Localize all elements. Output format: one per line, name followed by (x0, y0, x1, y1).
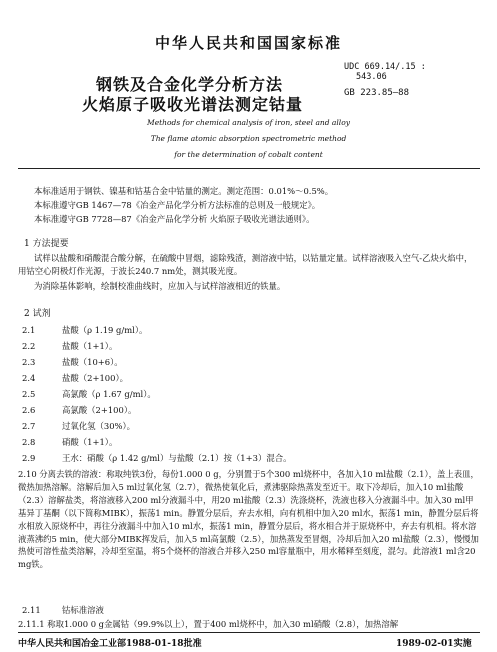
intro-general-rule: 本标准遵守GB 1467—78《冶金产品化学分析方法标准的总则及一般规定》。 (34, 200, 321, 210)
section-2-heading: 2 试剂 (24, 309, 51, 319)
divider-bottom (18, 632, 480, 633)
english-title-line-1: Methods for chemical analysis of iron, steel and alloy (147, 118, 350, 127)
section-1-heading: 1 方法提要 (24, 239, 69, 249)
implementation-date: 1989-02-01实施 (396, 639, 472, 649)
section-1-note: 为消除基体影响，绘制校准曲线时，应加入与试样溶液相近的铁量。 (34, 281, 286, 291)
reagent-item: 2.4 盐酸（2+100）。 (22, 373, 129, 383)
cobalt-standard-procedure: 2.11.1 称取1.000 0 g金属钴（99.9%以上），置于400 ml烧杯中，加入30 ml硝酸（2.8），加热溶解 (18, 619, 399, 629)
english-title-line-2: The flame atomic absorption spectrometric method (150, 134, 347, 143)
title-line-1: 钢铁及合金化学分析方法 (96, 75, 284, 94)
reagent-item: 2.8 硝酸（1+1）。 (22, 437, 118, 447)
reagent-item: 2.2 盐酸（1+1）。 (22, 341, 118, 351)
divider-top (18, 168, 480, 169)
iron-solution-procedure: 2.10 分离去铁的溶液：称取纯铁3份，每份1.000 0 g，分别置于5个300 ml烧杯中，各加入10 ml盐酸（2.1），盖上表皿，微热加热溶解。溶解后加入5 ml过氧化氢（2.7），微热使氧化后，煮沸驱除热蒸发至近干。取下冷却后，加入10 ml盐酸（2.3）溶解盐类，将溶液移入200 ml分液漏斗中，用20 ml盐酸（2.3）洗涤烧杯，洗液也移入分液漏斗中。加入30 ml甲基异丁基酮（以下简称MIBK），振荡1 min。静置分层后，弃去水相，向有机相中加入20 ml水，振荡1 min，静置分层后将水相放入原烧杯中，再往分液漏斗中加入10 ml水，振荡1 min，静置分层后，将水相合并于原烧杯中，弃去有机相。将水溶液蒸沸约5 min，使大部分MIBK挥发后，加入5 ml高氯酸（2.5），加热蒸发至冒烟，冷却后加入20 ml盐酸（2.3），慢慢加热使可溶性盐类溶解，冷却至室温，将5个烧杯的溶液合并移入250 ml容量瓶中，用水稀释至刻度，混匀。此溶液1 ml含20 mg铁。 (18, 469, 479, 570)
udc-number: UDC 669.14/.15 : (344, 62, 426, 72)
udc-number-2: 543.06 (356, 72, 387, 82)
gb-number: GB 223.85—88 (344, 88, 410, 98)
reagent-item: 2.1 盐酸（ρ 1.19 g/ml）。 (22, 325, 148, 335)
section-1-principle: 试样以盐酸和硝酸混合酸分解，在硫酸中冒烟，滤除残渣，测溶液中钴，以钴量定量。试样溶液吸入空气-乙炔火焰中，用钴空心阴极灯作光源，于波长240.7 nm处，测其吸光度。 (18, 253, 473, 276)
reagent-item: 2.9 王水：硝酸（ρ 1.42 g/ml）与盐酸（2.1）按（1+3）混合。 (22, 453, 292, 463)
reagent-item: 2.5 高氯酸（ρ 1.67 g/ml）。 (22, 389, 156, 399)
intro-scope: 本标准适用于钢铁、镍基和钴基合金中钴量的测定。测定范围：0.01%～0.5%。 (34, 186, 334, 196)
cobalt-standard-heading: 2.11 钴标准溶液 (22, 605, 104, 615)
approval-date: 中华人民共和国冶金工业部1988-01-18批准 (18, 639, 202, 649)
reagent-item: 2.3 盐酸（10+6）。 (22, 357, 123, 367)
reagent-item: 2.6 高氯酸（2+100）。 (22, 405, 137, 415)
reagent-item: 2.7 过氧化氢（30%）。 (22, 421, 136, 431)
english-title-line-3: for the determination of cobalt content (174, 150, 323, 159)
national-standard-header: 中华人民共和国国家标准 (154, 34, 342, 52)
intro-aas-rule: 本标准遵守GB 7728—87《冶金产品化学分析 火焰原子吸收光谱法通则》。 (34, 214, 315, 224)
title-line-2: 火焰原子吸收光谱法测定钴量 (82, 95, 304, 114)
